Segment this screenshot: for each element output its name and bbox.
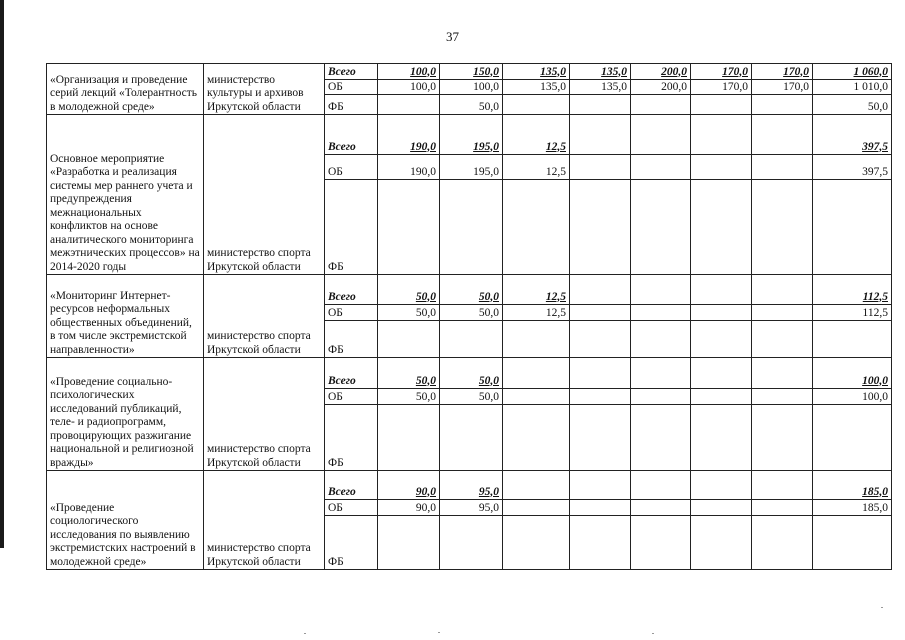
year-value-cell: 95,0 xyxy=(440,500,503,516)
year-value-cell: 50,0 xyxy=(440,95,503,115)
year-value-cell xyxy=(752,471,813,500)
funding-source-cell: Всего xyxy=(325,275,378,305)
year-value-cell xyxy=(752,500,813,516)
scan-speck xyxy=(438,632,440,633)
year-value-cell xyxy=(631,155,691,180)
measure-name-cell: «Проведение социально-психологических исследований публикаций, теле- и радиопрограмм, провоцирующих разжигание национальной и религиозной вражды» xyxy=(47,358,204,471)
funding-source-cell: Всего xyxy=(325,64,378,80)
year-value-cell: 170,0 xyxy=(752,80,813,95)
table-row xyxy=(47,471,892,500)
total-value-cell xyxy=(813,321,892,358)
year-value-cell xyxy=(570,405,631,471)
total-value-cell: 112,5 xyxy=(813,275,892,305)
year-value-cell xyxy=(752,180,813,275)
year-value-cell xyxy=(631,180,691,275)
year-value-cell xyxy=(752,405,813,471)
year-value-cell xyxy=(503,471,570,500)
year-value-cell xyxy=(691,516,752,570)
table-row xyxy=(47,275,892,305)
funding-source-cell: ФБ xyxy=(325,95,378,115)
responsible-cell: министерство спорта Иркутской области xyxy=(204,115,325,275)
total-value-cell: 1 010,0 xyxy=(813,80,892,95)
year-value-cell: 150,0 xyxy=(440,64,503,80)
funding-source-cell: ФБ xyxy=(325,405,378,471)
year-value-cell: 95,0 xyxy=(440,471,503,500)
funding-source-cell: ФБ xyxy=(325,516,378,570)
total-value-cell xyxy=(813,516,892,570)
year-value-cell: 100,0 xyxy=(378,64,440,80)
total-value-cell: 397,5 xyxy=(813,155,892,180)
year-value-cell xyxy=(378,516,440,570)
funding-source-cell: ФБ xyxy=(325,180,378,275)
year-value-cell xyxy=(440,180,503,275)
year-value-cell xyxy=(570,358,631,389)
year-value-cell: 135,0 xyxy=(503,64,570,80)
table-row xyxy=(47,358,892,389)
year-value-cell xyxy=(440,321,503,358)
page-number: 37 xyxy=(446,29,459,44)
responsible-cell: министерство спорта Иркутской области xyxy=(204,471,325,570)
year-value-cell xyxy=(631,500,691,516)
year-value-cell xyxy=(752,275,813,305)
year-value-cell xyxy=(752,95,813,115)
year-value-cell: 170,0 xyxy=(752,64,813,80)
year-value-cell xyxy=(503,500,570,516)
year-value-cell: 170,0 xyxy=(691,80,752,95)
year-value-cell xyxy=(378,180,440,275)
year-value-cell: 135,0 xyxy=(570,64,631,80)
year-value-cell: 90,0 xyxy=(378,500,440,516)
year-value-cell xyxy=(570,305,631,321)
funding-source-cell: Всего xyxy=(325,115,378,155)
year-value-cell: 50,0 xyxy=(378,305,440,321)
year-value-cell: 195,0 xyxy=(440,155,503,180)
year-value-cell xyxy=(570,500,631,516)
total-value-cell xyxy=(813,180,892,275)
year-value-cell: 50,0 xyxy=(378,358,440,389)
year-value-cell xyxy=(570,95,631,115)
measure-name-cell: Основное мероприятие «Разработка и реализация системы мер раннего учета и предупреждения межнациональных конфликтов на основе аналитического мониторинга межэтнических процессов» на 2014-2020 годы xyxy=(47,115,204,275)
year-value-cell xyxy=(631,471,691,500)
year-value-cell xyxy=(503,358,570,389)
table-row xyxy=(47,115,892,155)
year-value-cell xyxy=(631,305,691,321)
year-value-cell xyxy=(631,405,691,471)
year-value-cell xyxy=(691,180,752,275)
year-value-cell xyxy=(752,358,813,389)
year-value-cell: 135,0 xyxy=(570,80,631,95)
year-value-cell xyxy=(691,155,752,180)
scan-speck xyxy=(652,633,654,634)
year-value-cell xyxy=(691,405,752,471)
year-value-cell: 50,0 xyxy=(440,358,503,389)
year-value-cell xyxy=(440,405,503,471)
year-value-cell: 90,0 xyxy=(378,471,440,500)
year-value-cell xyxy=(378,321,440,358)
year-value-cell xyxy=(570,389,631,405)
funding-source-cell: ОБ xyxy=(325,80,378,95)
scan-speck xyxy=(304,633,306,634)
year-value-cell: 100,0 xyxy=(378,80,440,95)
year-value-cell: 50,0 xyxy=(440,389,503,405)
year-value-cell xyxy=(631,358,691,389)
table-body xyxy=(47,64,892,570)
funding-source-cell: Всего xyxy=(325,358,378,389)
year-value-cell xyxy=(503,321,570,358)
measure-name-cell: «Организация и проведение серий лекций «Толерантность в молодежной среде» xyxy=(47,64,204,115)
year-value-cell xyxy=(631,389,691,405)
year-value-cell xyxy=(503,405,570,471)
year-value-cell: 190,0 xyxy=(378,155,440,180)
year-value-cell: 12,5 xyxy=(503,275,570,305)
year-value-cell: 12,5 xyxy=(503,305,570,321)
year-value-cell: 12,5 xyxy=(503,115,570,155)
year-value-cell xyxy=(752,155,813,180)
measure-name-cell: «Проведение социологического исследования по выявлению экстремистских настроений в молодежной среде» xyxy=(47,471,204,570)
year-value-cell xyxy=(691,500,752,516)
year-value-cell: 200,0 xyxy=(631,64,691,80)
scan-edge xyxy=(0,0,4,548)
year-value-cell xyxy=(631,516,691,570)
year-value-cell xyxy=(752,516,813,570)
year-value-cell xyxy=(570,155,631,180)
funding-source-cell: ОБ xyxy=(325,155,378,180)
total-value-cell: 185,0 xyxy=(813,471,892,500)
year-value-cell xyxy=(570,180,631,275)
responsible-cell: министерство спорта Иркутской области xyxy=(204,275,325,358)
scan-speck xyxy=(881,607,883,608)
total-value-cell: 185,0 xyxy=(813,500,892,516)
year-value-cell xyxy=(752,305,813,321)
year-value-cell: 195,0 xyxy=(440,115,503,155)
year-value-cell xyxy=(691,471,752,500)
year-value-cell: 50,0 xyxy=(440,305,503,321)
total-value-cell: 397,5 xyxy=(813,115,892,155)
year-value-cell xyxy=(631,95,691,115)
year-value-cell xyxy=(378,95,440,115)
year-value-cell xyxy=(691,115,752,155)
measure-name-cell: «Мониторинг Интернет-ресурсов неформальных общественных объединений, в том числе экстремистской направленности» xyxy=(47,275,204,358)
funding-source-cell: ФБ xyxy=(325,321,378,358)
year-value-cell: 50,0 xyxy=(378,389,440,405)
year-value-cell xyxy=(691,275,752,305)
year-value-cell: 190,0 xyxy=(378,115,440,155)
year-value-cell xyxy=(503,180,570,275)
year-value-cell xyxy=(691,95,752,115)
total-value-cell xyxy=(813,405,892,471)
total-value-cell: 112,5 xyxy=(813,305,892,321)
year-value-cell xyxy=(631,321,691,358)
year-value-cell xyxy=(691,321,752,358)
year-value-cell xyxy=(503,389,570,405)
year-value-cell: 170,0 xyxy=(691,64,752,80)
total-value-cell: 100,0 xyxy=(813,358,892,389)
year-value-cell xyxy=(570,516,631,570)
funding-source-cell: ОБ xyxy=(325,389,378,405)
year-value-cell xyxy=(691,389,752,405)
year-value-cell: 12,5 xyxy=(503,155,570,180)
year-value-cell: 50,0 xyxy=(378,275,440,305)
year-value-cell xyxy=(440,516,503,570)
year-value-cell xyxy=(570,115,631,155)
table-row xyxy=(47,64,892,80)
funding-source-cell: ОБ xyxy=(325,305,378,321)
year-value-cell: 50,0 xyxy=(440,275,503,305)
responsible-cell: министерство культуры и архивов Иркутской области xyxy=(204,64,325,115)
year-value-cell xyxy=(631,275,691,305)
responsible-cell: министерство спорта Иркутской области xyxy=(204,358,325,471)
total-value-cell: 100,0 xyxy=(813,389,892,405)
year-value-cell xyxy=(570,275,631,305)
year-value-cell xyxy=(691,305,752,321)
total-value-cell: 50,0 xyxy=(813,95,892,115)
year-value-cell xyxy=(631,115,691,155)
funding-source-cell: Всего xyxy=(325,471,378,500)
budget-table xyxy=(46,63,892,570)
year-value-cell xyxy=(503,95,570,115)
year-value-cell: 200,0 xyxy=(631,80,691,95)
year-value-cell: 135,0 xyxy=(503,80,570,95)
year-value-cell xyxy=(752,321,813,358)
year-value-cell xyxy=(570,471,631,500)
year-value-cell xyxy=(752,115,813,155)
year-value-cell: 100,0 xyxy=(440,80,503,95)
year-value-cell xyxy=(503,516,570,570)
funding-source-cell: ОБ xyxy=(325,500,378,516)
year-value-cell xyxy=(752,389,813,405)
year-value-cell xyxy=(691,358,752,389)
year-value-cell xyxy=(378,405,440,471)
total-value-cell: 1 060,0 xyxy=(813,64,892,80)
year-value-cell xyxy=(570,321,631,358)
